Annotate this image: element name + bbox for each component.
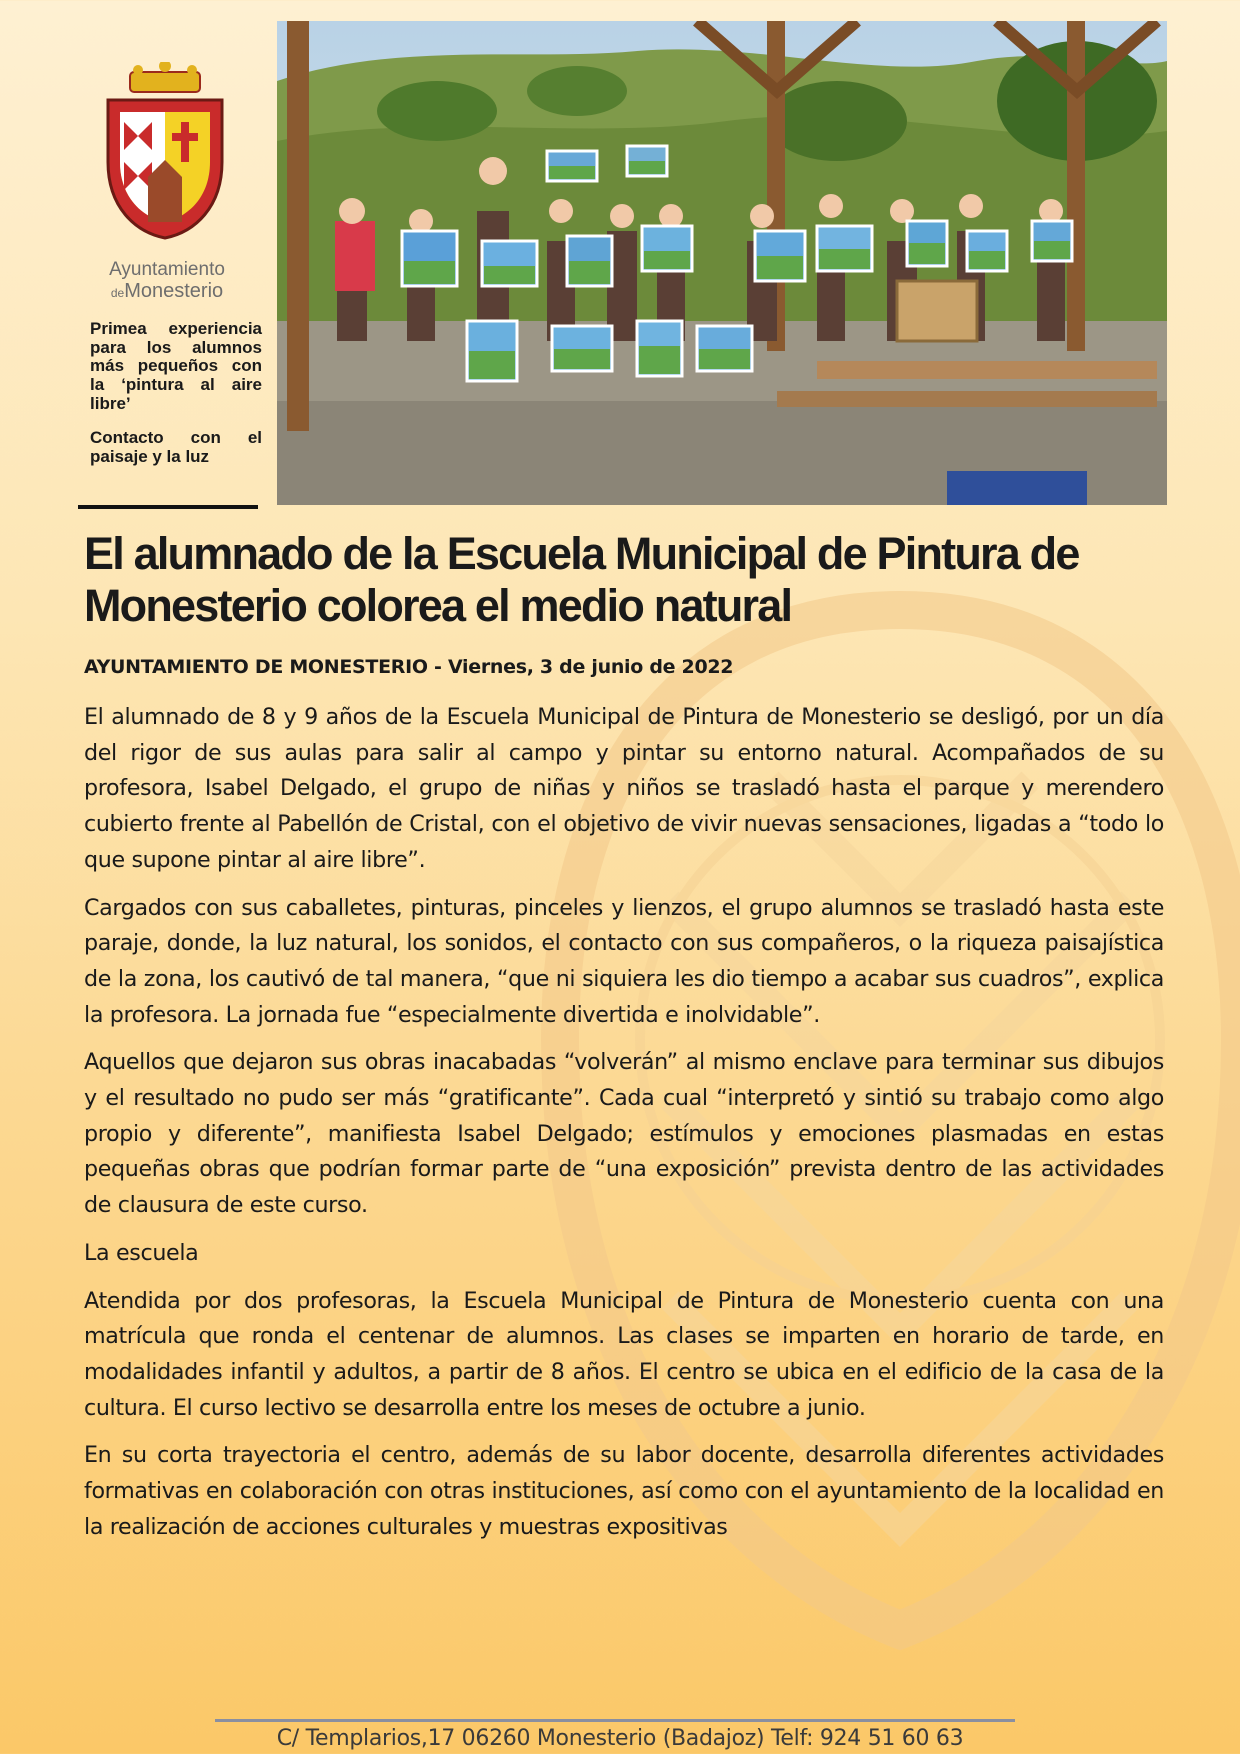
article-byline: AYUNTAMIENTO DE MONESTERIO - Viernes, 3 de junio de 2022: [84, 656, 734, 678]
municipality-brand: [92, 260, 242, 301]
sidebar-divider: [78, 505, 258, 509]
footer-address: C/ Templarios,17 06260 Monesterio (Badajoz) Telf: 924 51 60 63: [276, 1726, 964, 1751]
municipal-crest-logo: [90, 62, 240, 242]
brand-line-2-prefix: de: [110, 286, 125, 300]
paragraph-4: Atendida por dos profesoras, la Escuela Municipal de Pintura de Monesterio cuenta con una matrícula que ronda el centenar de alumnos. Las clases se imparten en horario de tarde, en modalidades infantil y adultos, a partir de 8 años. El centro se ubica en el edificio de la casa de la cultura. El curso lectivo se desarrolla entre los meses de octubre a junio.: [84, 1287, 1164, 1421]
sidebar-blurbs: [90, 320, 262, 483]
paragraph-5: En su corta trayectoria el centro, además de su labor docente, desarrolla diferentes actividades formativas en colaboración con otras instituciones, así como con el ayuntamiento de la localidad en la realización de acciones culturales y muestras expositivas: [84, 1442, 1164, 1540]
paragraph-1: El alumnado de 8 y 9 años de la Escuela Municipal de Pintura de Monesterio se desligó, por un día del rigor de sus aulas para salir al campo y pintar su entorno natural. Acompañados de su profesora, Isabel Delgado, el grupo de niñas y niños se trasladó hasta el parque y merendero cubierto frente al Pabellón de Cristal, con el objetivo de vivir nuevas sensaciones, ligadas a “todo lo que supone pintar al aire libre”.: [84, 704, 1164, 873]
article-headline: El alumnado de la Escuela Municipal de Pintura de Monesterio colorea el medio natural: [84, 528, 1079, 632]
group-photo: [277, 21, 1167, 505]
section-subhead: La escuela: [84, 1239, 199, 1266]
sidebar-blurb-2: Contacto con el paisaje y la luz: [90, 428, 262, 467]
article-body: [84, 700, 1164, 1557]
paragraph-3: Aquellos que dejaron sus obras inacabadas “volverán” al mismo enclave para terminar sus dibujos y el resultado no pudo ser más “gratificante”. Cada cual “interpretó y sintió su trabajo como algo propio y diferente”, manifiesta Isabel Delgado; estímulos y emociones plasmadas en estas pequeñas obras que podrían formar parte de “una exposición” prevista dentro de las actividades de clausura de este curso.: [84, 1049, 1164, 1219]
paragraph-2: Cargados con sus caballetes, pinturas, pinceles y lienzos, el grupo alumnos se trasladó hasta este paraje, donde, la luz natural, los sonidos, el contacto con sus compañeros, o la riqueza paisajística de la zona, los cautivó de tal manera, “que ni siquiera les dio tiempo a acabar sus cuadros”, explica la profesora. La jornada fue “especialmente divertida e inolvidable”.: [84, 894, 1164, 1028]
brand-line-1: Ayuntamiento: [109, 259, 225, 280]
brand-line-2-name: Monesterio: [124, 280, 224, 302]
footer-divider: [215, 1719, 1015, 1722]
brand-line-2: [92, 281, 242, 301]
sidebar-blurb-1: Primea experiencia para los alumnos más pequeños con la ‘pintura al aire libre’: [90, 319, 262, 413]
